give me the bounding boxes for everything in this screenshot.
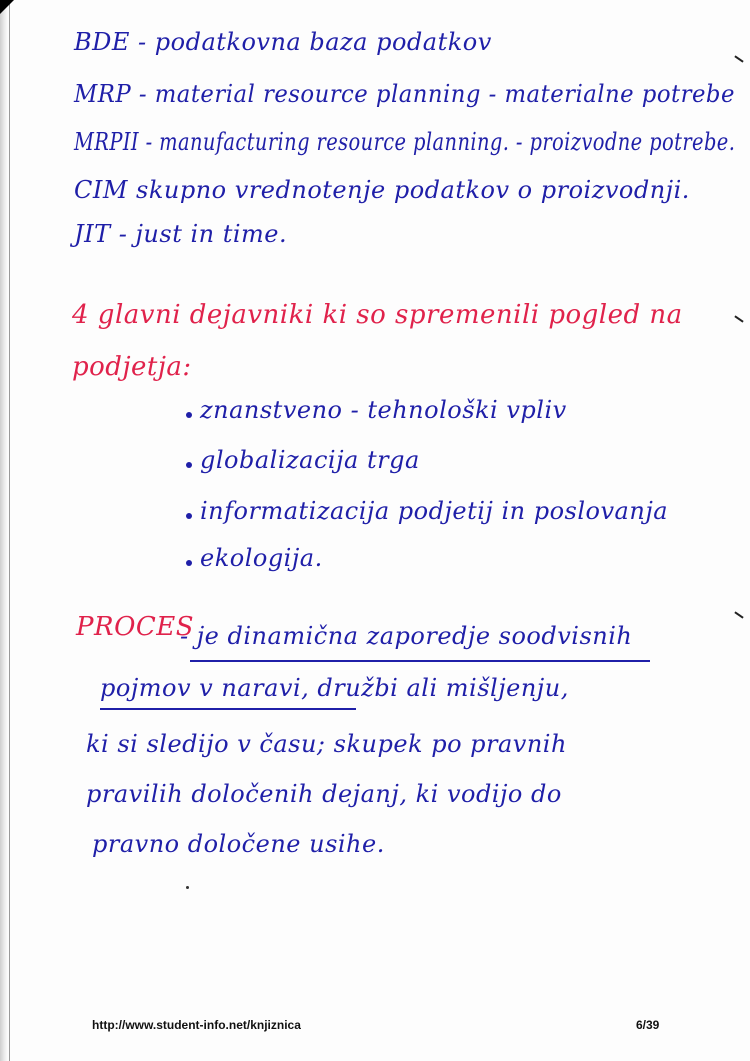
margin-tick [734, 315, 743, 322]
underline [190, 660, 650, 662]
process-term: PROCES [76, 612, 195, 642]
bullet-icon [186, 412, 192, 418]
abbrev-mrp2: MRPII - manufacturing resource planning. - proizvodne potrebe. [74, 128, 736, 156]
process-line-4: pravilih določenih dejanj, ki vodijo do [86, 780, 562, 808]
abbrev-mrp: MRP - material resource planning - materialne potrebe [74, 80, 735, 108]
bullet-item: ekologija. [200, 544, 323, 572]
bullet-item: globalizacija trga [200, 446, 420, 474]
abbrev-jit: JIT - just in time. [74, 220, 288, 248]
bullet-icon [186, 513, 192, 519]
corner-mark [0, 0, 14, 14]
scan-edge [0, 0, 8, 1061]
abbrev-cim: CIM skupno vrednotenje podatkov o proizvodnji. [74, 176, 690, 204]
margin-tick [734, 611, 743, 618]
process-line-2: pojmov v naravi, družbi ali mišljenju, [100, 674, 569, 702]
page-margin-line [9, 0, 10, 1061]
bullet-icon [186, 560, 192, 566]
heading-line-2: podjetja: [72, 352, 192, 382]
process-line-3: ki si sledijo v času; skupek po pravnih [86, 730, 567, 758]
footer-url[interactable]: http://www.student-info.net/knjiznica [92, 1018, 301, 1032]
process-line-1: - je dinamična zaporedje soodvisnih [180, 622, 633, 650]
footer-page-number: 6/39 [636, 1018, 660, 1032]
bullet-item: informatizacija podjetij in poslovanja [200, 497, 669, 525]
bullet-icon [186, 462, 192, 468]
underline [100, 708, 356, 710]
stray-dot [186, 886, 189, 889]
process-line-5: pravno določene usihe. [92, 830, 385, 858]
heading-line-1: 4 glavni dejavniki ki so spremenili pogled na [72, 300, 683, 330]
bullet-item: znanstveno - tehnološki vpliv [200, 396, 567, 424]
margin-tick [734, 55, 743, 62]
abbrev-bde: BDE - podatkovna baza podatkov [74, 28, 492, 56]
